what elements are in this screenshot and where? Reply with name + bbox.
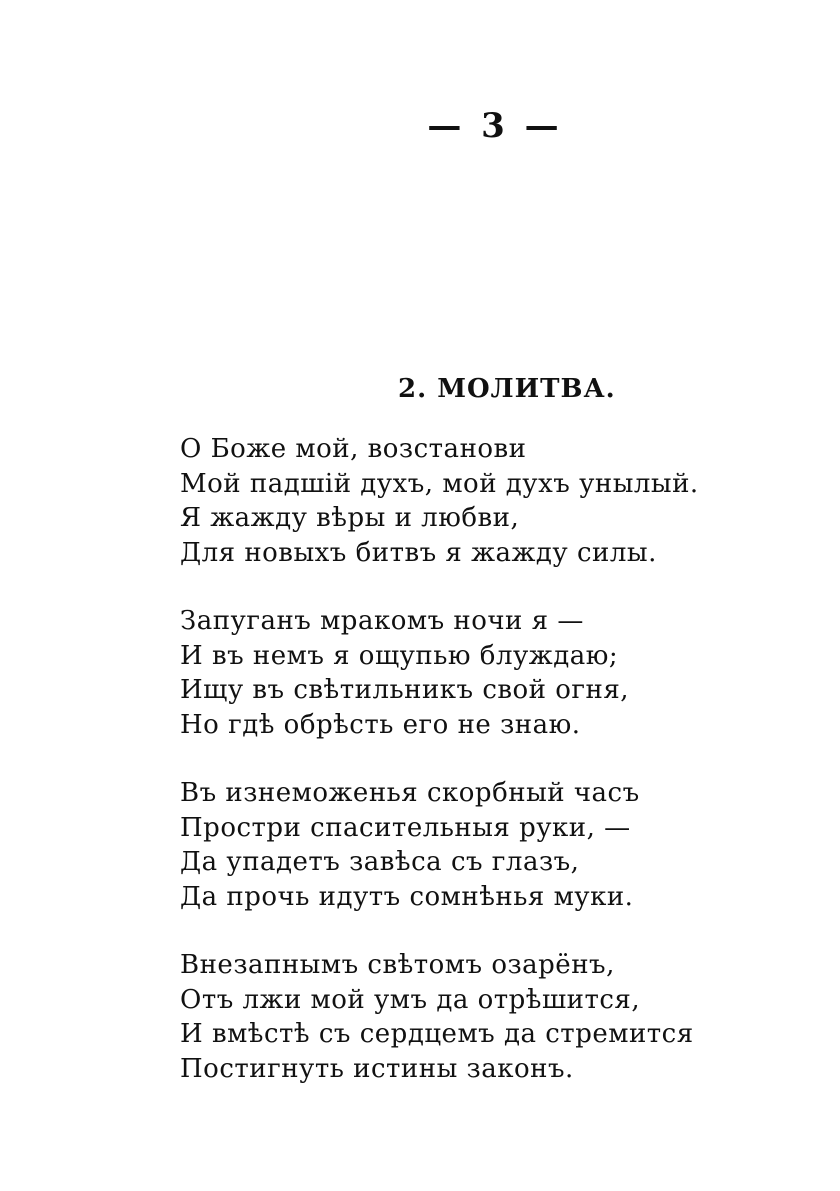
poem-line: Но гдѣ обрѣсть его не знаю. xyxy=(180,709,581,740)
poem-line: Запуганъ мракомъ ночи я — xyxy=(180,606,584,636)
poem-line: Мой падшій духъ, мой духъ унылый. xyxy=(180,468,699,499)
poem-line: Ищу въ свѣтильникъ свой огня, xyxy=(180,675,630,705)
stanza xyxy=(180,948,780,1086)
poem-line: Простри спасительныя руки, — xyxy=(180,812,631,843)
poem-line: И въ немъ я ощупью блуждаю; xyxy=(180,640,619,671)
poem-title: 2. МОЛИТВА. xyxy=(398,374,616,404)
poem-line: Внезапнымъ свѣтомъ озарёнъ, xyxy=(180,950,615,980)
poem-line: О Боже мой, возстанови xyxy=(180,434,527,464)
poem-line: Я жажду вѣры и любви, xyxy=(180,503,520,533)
poem-line: Въ изнеможенья скорбный часъ xyxy=(180,778,640,808)
poem-line: Постигнуть истины законъ. xyxy=(180,1053,574,1084)
page-number: — 3 — xyxy=(427,106,563,146)
poem-line: Да прочь идутъ сомнѣнья муки. xyxy=(180,881,634,912)
stanza xyxy=(180,776,780,914)
poem-line: Для новыхъ битвъ я жажду силы. xyxy=(180,537,657,568)
poem-line: Отъ лжи мой умъ да отрѣшится, xyxy=(180,984,641,1015)
stanza xyxy=(180,432,780,570)
stanza xyxy=(180,604,780,742)
poem-body xyxy=(180,432,780,1120)
poem-line: И вмѣстѣ съ сердцемъ да стремится xyxy=(180,1019,694,1049)
poem-line: Да упадетъ завѣса съ глазъ, xyxy=(180,847,580,877)
